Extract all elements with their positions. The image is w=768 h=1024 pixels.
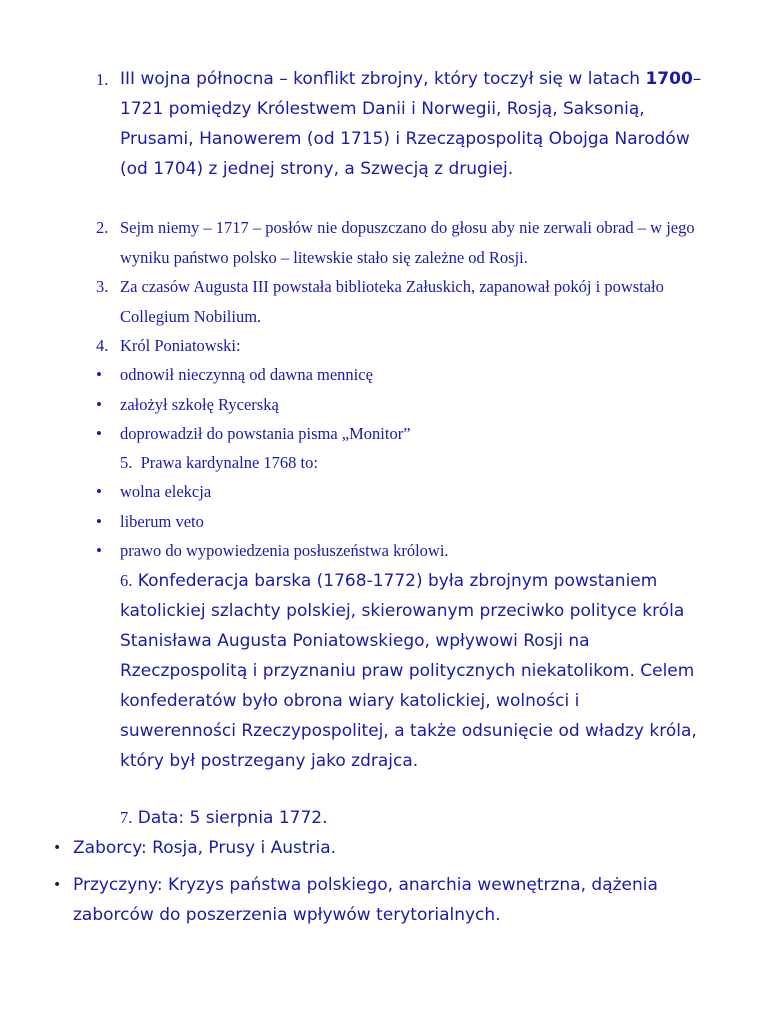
- list-item-4: [96, 331, 710, 361]
- list-item: [96, 390, 710, 420]
- list-item-2: [96, 213, 710, 272]
- list-item-3: [96, 272, 710, 331]
- item-number: 2.: [96, 218, 109, 237]
- bullet-text: założył szkołę Rycerską: [120, 395, 279, 414]
- item-number: 3.: [96, 277, 109, 296]
- item-text: Data: 5 sierpnia 1772.: [137, 808, 328, 828]
- item-bold-year: 1700: [645, 69, 693, 89]
- bullet-text: wolna elekcja: [120, 482, 212, 501]
- list-item-5: [120, 448, 710, 478]
- bullet-text: odnowił nieczynną od dawna mennicę: [120, 365, 373, 384]
- top-list-item-zaborcy: [53, 833, 713, 863]
- list-item-1: [96, 64, 710, 184]
- bullet-text: Przyczyny: Kryzys państwa polskiego, anarchia wewnętrzna, dążenia zaborców do poszerzenia wpływów terytorialnych.: [73, 875, 658, 925]
- list-item: [96, 507, 710, 537]
- item-number: 1.: [96, 70, 109, 89]
- bullet-text: Zaborcy: Rosja, Prusy i Austria.: [73, 838, 337, 858]
- bullet-icon: •: [53, 877, 62, 893]
- item-number: 4.: [96, 336, 109, 355]
- top-list-item-przyczyny: [53, 870, 713, 930]
- list-item-7: [120, 803, 710, 833]
- item-text-part: –1721 pomiędzy Królestwem Danii i Norwegii, Rosją, Saksonią, Prusami, Hanowerem (od 1715) i Rzecząpospolitą Obojga Narodów (od 1704) z jednej strony, a Szwecją z drugiej.: [120, 69, 702, 179]
- item-number: 6.: [120, 571, 133, 590]
- item-number: 7.: [120, 808, 133, 827]
- item-text: Konfederacja barska (1768-1772) była zbrojnym powstaniem katolickiej szlachty polskiej, skierowanym przeciwko polityce króla Stanisława Augusta Poniatowskiego, wpływowi Rosji na Rzeczpospolitą i przyznaniu praw politycznych niekatolikom. Celem konfederatów było obrona wiary katolickiej, wolności i suwerenności Rzeczypospolitej, a także odsunięcie od władzy króla, który był postrzegany jako zdrajca.: [120, 571, 697, 771]
- list-item-6: [120, 566, 700, 776]
- bullet-icon: •: [96, 365, 102, 384]
- bullet-text: doprowadził do powstania pisma „Monitor”: [120, 424, 411, 443]
- item-number: 5.: [120, 453, 133, 472]
- item-text: Sejm niemy – 1717 – posłów nie dopuszczano do głosu aby nie zerwali obrad – w jego wyniku państwo polsko – litewskie stało się zależne od Rosji.: [120, 218, 695, 267]
- bullet-text: prawo do wypowiedzenia posłuszeństwa królowi.: [120, 541, 449, 560]
- bullet-icon: •: [53, 840, 62, 856]
- bullet-text: liberum veto: [120, 512, 204, 531]
- list-item: [96, 477, 710, 507]
- item-text: Król Poniatowski:: [120, 336, 241, 355]
- bullet-icon: •: [96, 541, 102, 560]
- list-item: [96, 419, 710, 449]
- bullet-icon: •: [96, 512, 102, 531]
- list-item: [96, 360, 710, 390]
- bullet-icon: •: [96, 424, 102, 443]
- item-text: Prawa kardynalne 1768 to:: [140, 453, 318, 472]
- item-text: Za czasów Augusta III powstała biblioteka Załuskich, zapanował pokój i powstało Collegium Nobilium.: [120, 277, 664, 326]
- item-text-part: III wojna północna – konflikt zbrojny, który toczył się w latach: [120, 69, 646, 89]
- bullet-icon: •: [96, 482, 102, 501]
- list-item: [96, 536, 710, 566]
- bullet-icon: •: [96, 395, 102, 414]
